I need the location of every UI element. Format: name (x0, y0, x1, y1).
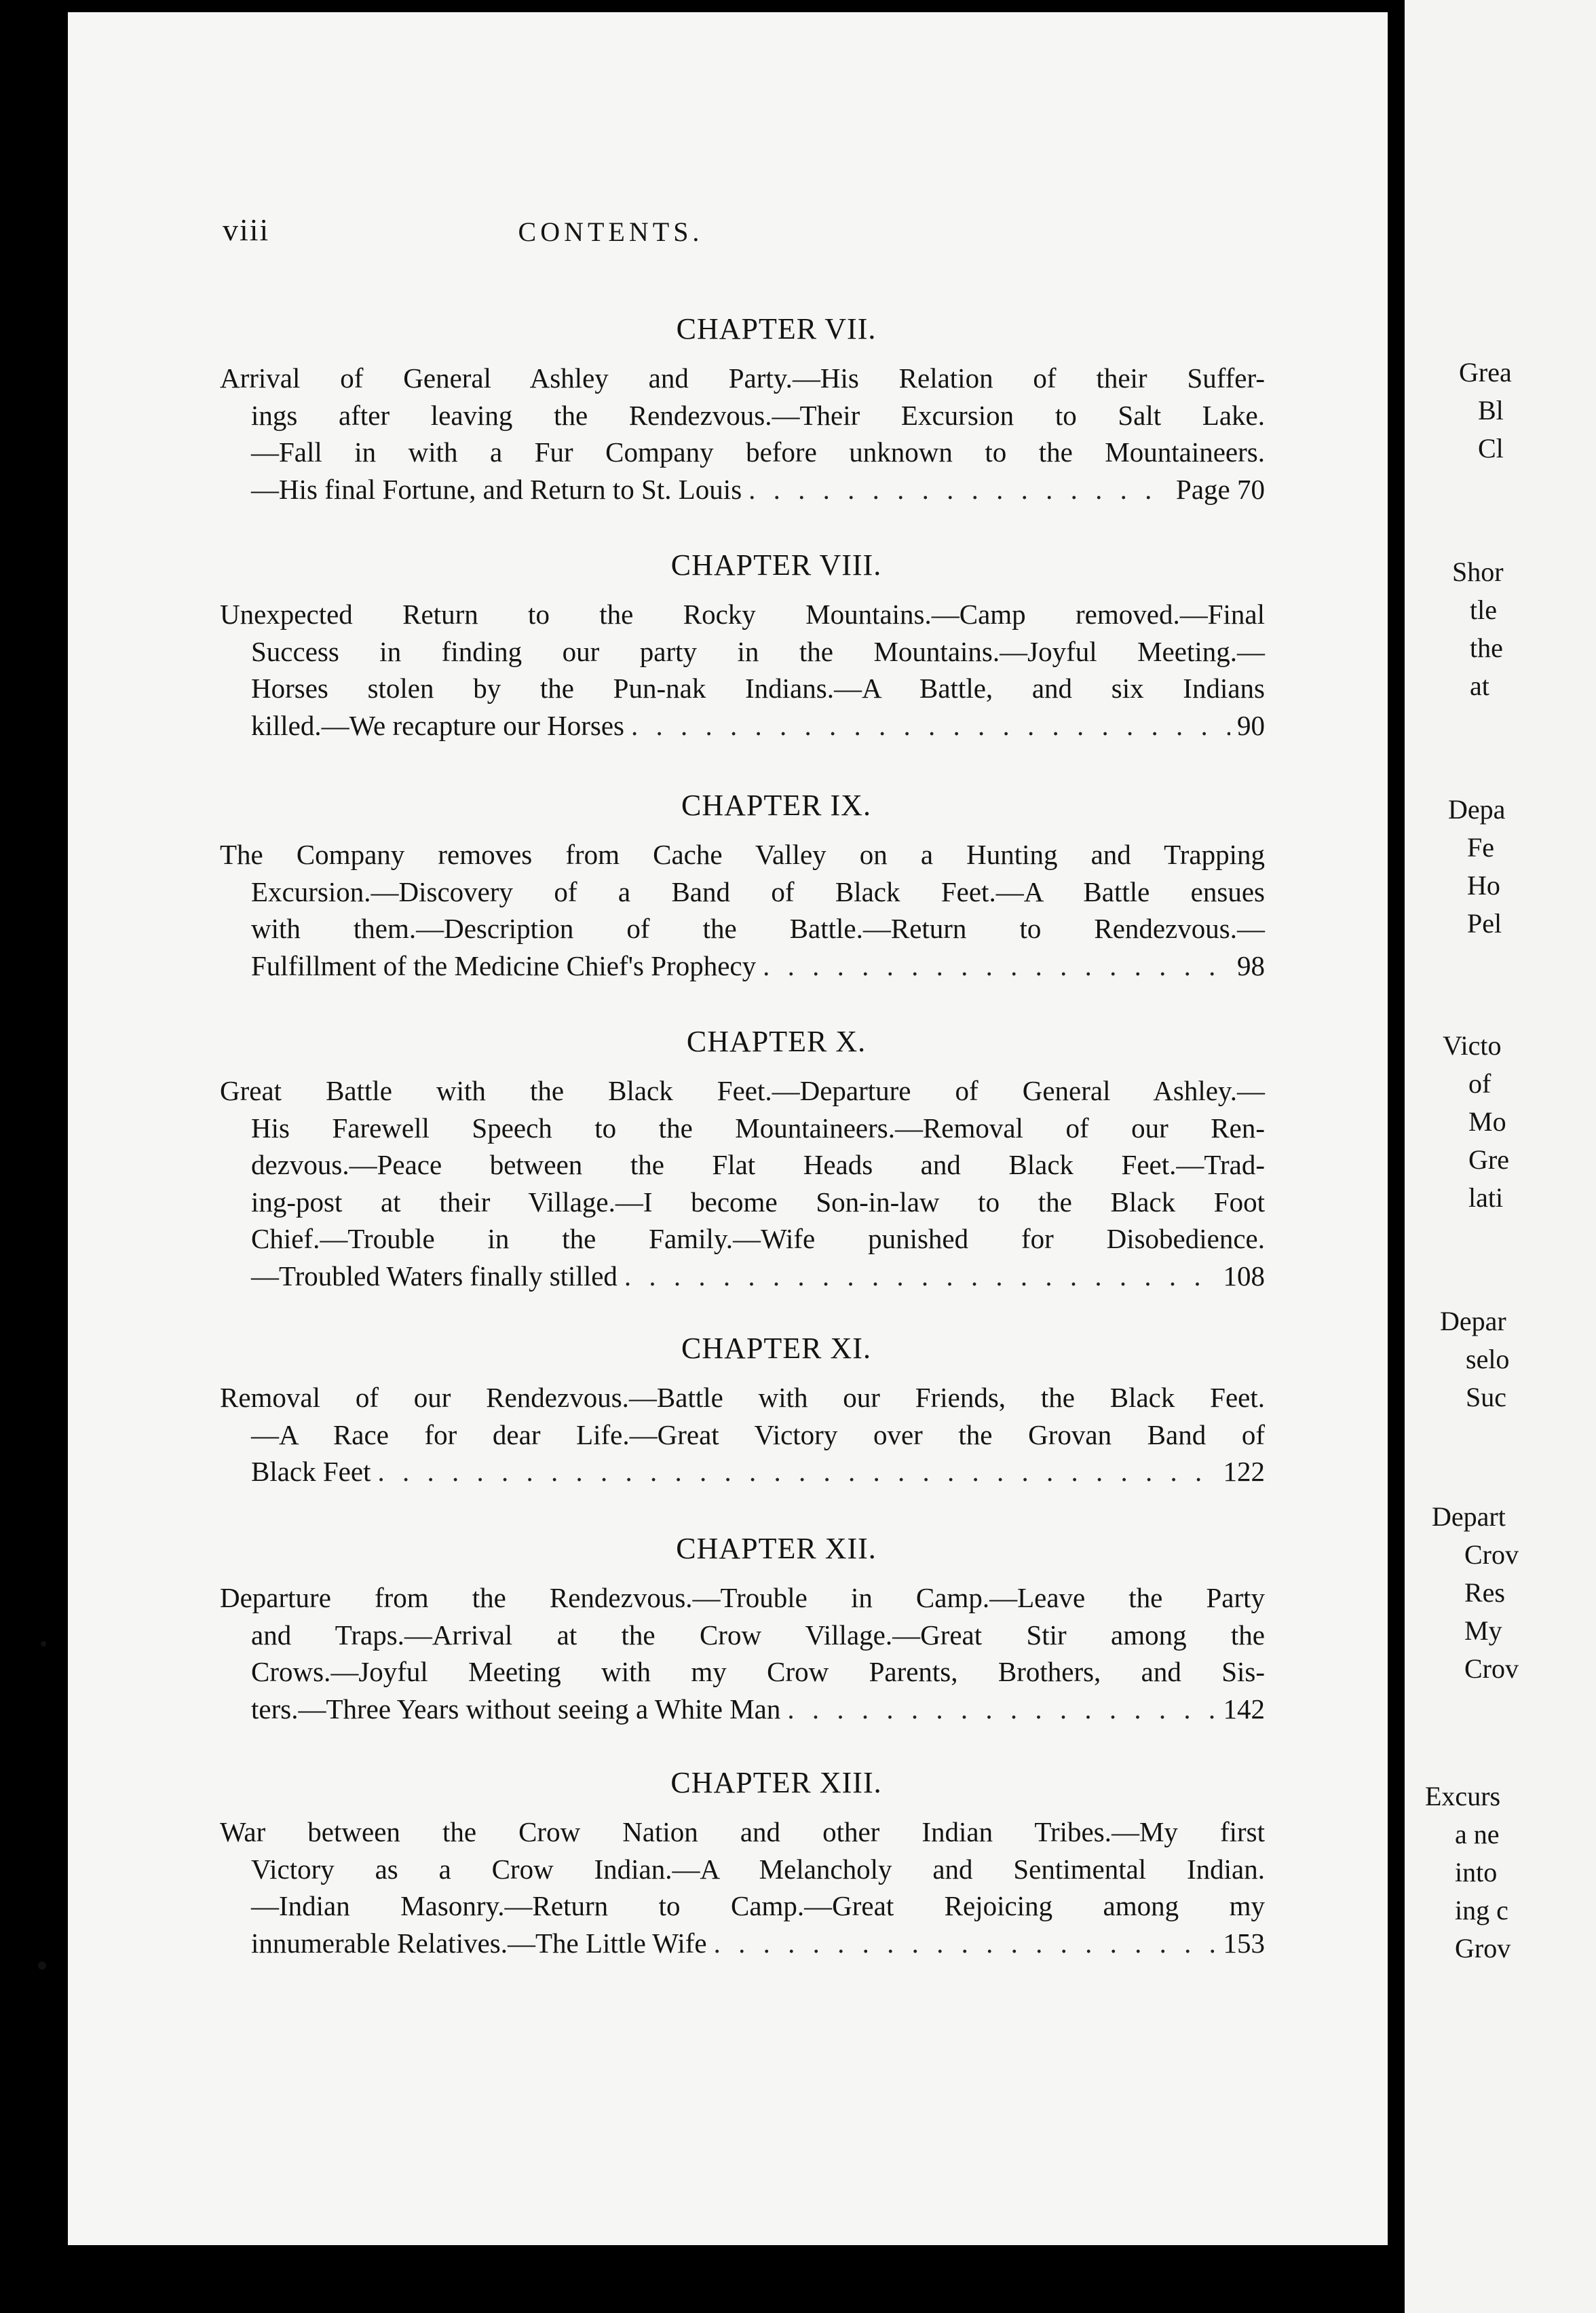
summary-line: killed.—We recapture our Horses (251, 709, 624, 741)
facing-page-fragment: Cl (1478, 433, 1504, 464)
facing-page-fragment: Victo (1443, 1030, 1502, 1061)
summary-line: dezvous.—Peace between the Flat Heads and Black Feet.—Trad- (251, 1149, 1265, 1180)
chapter-entry (220, 1765, 1265, 1961)
chapter-title: CHAPTER VII. (676, 312, 877, 345)
chapter-title: CHAPTER XI. (681, 1332, 871, 1365)
summary-line: ing-post at their Village.—I become Son-in-law to the Black Foot (251, 1186, 1265, 1218)
summary-last-line (220, 947, 1265, 985)
facing-page-fragment: ing c (1455, 1895, 1508, 1925)
facing-page-fragment: selo (1466, 1344, 1510, 1374)
chapter-entry (220, 311, 1265, 508)
summary-line: Black Feet (251, 1456, 371, 1487)
summary-line: and Traps.—Arrival at the Crow Village.—Great Stir among the (251, 1619, 1265, 1651)
facing-page-fragment: Suc (1466, 1382, 1506, 1412)
summary-line: Victory as a Crow Indian.—A Melancholy and Sentimental Indian. (251, 1853, 1265, 1885)
summary-line: —Troubled Waters finally stilled (251, 1260, 618, 1292)
summary-last-line (220, 1453, 1265, 1490)
facing-page-fragment: Shor (1452, 557, 1504, 587)
summary-last-line (220, 1691, 1265, 1728)
page-reference: Page 70 (1176, 473, 1265, 505)
facing-page-fragment: Excurs (1425, 1781, 1501, 1811)
facing-page-fragment: at (1470, 671, 1489, 701)
summary-line: Arrival of General Ashley and Party.—His Relation of their Suffer- (220, 362, 1265, 394)
page-reference: 122 (1223, 1456, 1265, 1487)
running-title: CONTENTS. (518, 217, 704, 247)
facing-page-fragment: of (1468, 1068, 1492, 1099)
summary-line: Removal of our Rendezvous.—Battle with our Friends, the Black Feet. (220, 1382, 1265, 1413)
chapter-title: CHAPTER X. (686, 1025, 867, 1058)
page-reference: 98 (1237, 949, 1265, 981)
facing-page-fragment: Res (1464, 1577, 1505, 1608)
facing-page-fragment: lati (1468, 1182, 1504, 1213)
chapter-title: CHAPTER XII. (676, 1532, 877, 1565)
summary-line: —Fall in with a Fur Company before unknown to the Mountaineers. (251, 436, 1265, 468)
facing-page-fragment: Bl (1478, 395, 1504, 426)
page-reference: 153 (1223, 1927, 1265, 1959)
summary-line: The Company removes from Cache Valley on a Hunting and Trapping (220, 839, 1265, 870)
chapter-entry (220, 1023, 1265, 1294)
chapter-title: CHAPTER IX. (681, 789, 871, 822)
facing-page-fragment: Gre (1468, 1144, 1509, 1175)
summary-line: innumerable Relatives.—The Little Wife (251, 1927, 707, 1959)
summary-line: with them.—Description of the Battle.—Return to Rendezvous.— (251, 913, 1265, 944)
facing-page-fragment: Depa (1448, 794, 1506, 825)
summary-last-line (220, 707, 1265, 745)
chapter-entry (220, 1530, 1265, 1727)
chapter-title: CHAPTER XIII. (670, 1766, 882, 1799)
page-reference: 90 (1237, 709, 1265, 741)
summary-line: Chief.—Trouble in the Family.—Wife punished for Disobedience. (251, 1223, 1265, 1254)
dot-leader (631, 707, 1230, 745)
facing-page-fragment: Grea (1459, 357, 1512, 388)
summary-line: Excursion.—Discovery of a Band of Black Feet.—A Battle ensues (251, 876, 1265, 907)
summary-line: Crows.—Joyful Meeting with my Crow Parents, Brothers, and Sis- (251, 1656, 1265, 1687)
facing-page-fragment: Mo (1468, 1106, 1506, 1137)
facing-page-fragment: Fe (1467, 832, 1494, 863)
facing-page-fragment: Pel (1467, 908, 1502, 939)
dot-leader (763, 947, 1230, 985)
summary-line: —A Race for dear Life.—Great Victory over the Grovan Band of (251, 1418, 1265, 1450)
facing-page-fragment: Crov (1464, 1539, 1519, 1570)
chapter-title: CHAPTER VIII. (670, 548, 882, 582)
facing-page-fragment: Depart (1432, 1501, 1506, 1532)
summary-line: ings after leaving the Rendezvous.—Their Excursion to Salt Lake. (251, 399, 1265, 431)
dot-leader (714, 1925, 1217, 1962)
summary-last-line (220, 1258, 1265, 1295)
chapter-entry (220, 1330, 1265, 1490)
facing-page-fragment: Grov (1455, 1933, 1511, 1963)
scan-speck (38, 1961, 46, 1970)
facing-page-fragment: a ne (1455, 1819, 1500, 1849)
chapter-entry (220, 787, 1265, 984)
facing-page-fragment: tle (1470, 595, 1497, 625)
summary-line: Fulfillment of the Medicine Chief's Prophecy (251, 949, 757, 981)
facing-page-fragment: Ho (1467, 870, 1500, 901)
facing-page (1405, 0, 1596, 2313)
summary-line: War between the Crow Nation and other Indian Tribes.—My first (220, 1816, 1265, 1847)
dot-leader (787, 1691, 1216, 1728)
facing-page-fragment: the (1470, 633, 1503, 663)
summary-line: —His final Fortune, and Return to St. Louis (251, 473, 742, 505)
page-reference: 142 (1223, 1693, 1265, 1725)
summary-line: ters.—Three Years without seeing a White Man (251, 1693, 781, 1725)
chapter-entry (220, 547, 1265, 744)
scan-speck (41, 1641, 46, 1647)
summary-last-line (220, 471, 1265, 508)
summary-line: Departure from the Rendezvous.—Trouble in Camp.—Leave the Party (220, 1582, 1265, 1613)
facing-page-fragment: My (1464, 1615, 1502, 1646)
summary-line: His Farewell Speech to the Mountaineers.—Removal of our Ren- (251, 1112, 1265, 1144)
facing-page-fragment: into (1455, 1857, 1498, 1887)
dot-leader (624, 1258, 1217, 1295)
summary-line: Success in finding our party in the Mountains.—Joyful Meeting.— (251, 635, 1265, 667)
summary-line: —Indian Masonry.—Return to Camp.—Great Rejoicing among my (251, 1890, 1265, 1921)
facing-page-fragment: Crov (1464, 1653, 1519, 1684)
page-number: viii (223, 212, 270, 247)
dot-leader (377, 1453, 1216, 1490)
summary-line: Great Battle with the Black Feet.—Departure of General Ashley.— (220, 1075, 1265, 1106)
page-reference: 108 (1223, 1260, 1265, 1292)
summary-line: Unexpected Return to the Rocky Mountains.—Camp removed.—Final (220, 599, 1265, 630)
facing-page-fragment: Depar (1440, 1306, 1506, 1336)
summary-last-line (220, 1925, 1265, 1962)
summary-line: Horses stolen by the Pun-nak Indians.—A Battle, and six Indians (251, 673, 1265, 704)
dot-leader (748, 471, 1169, 508)
